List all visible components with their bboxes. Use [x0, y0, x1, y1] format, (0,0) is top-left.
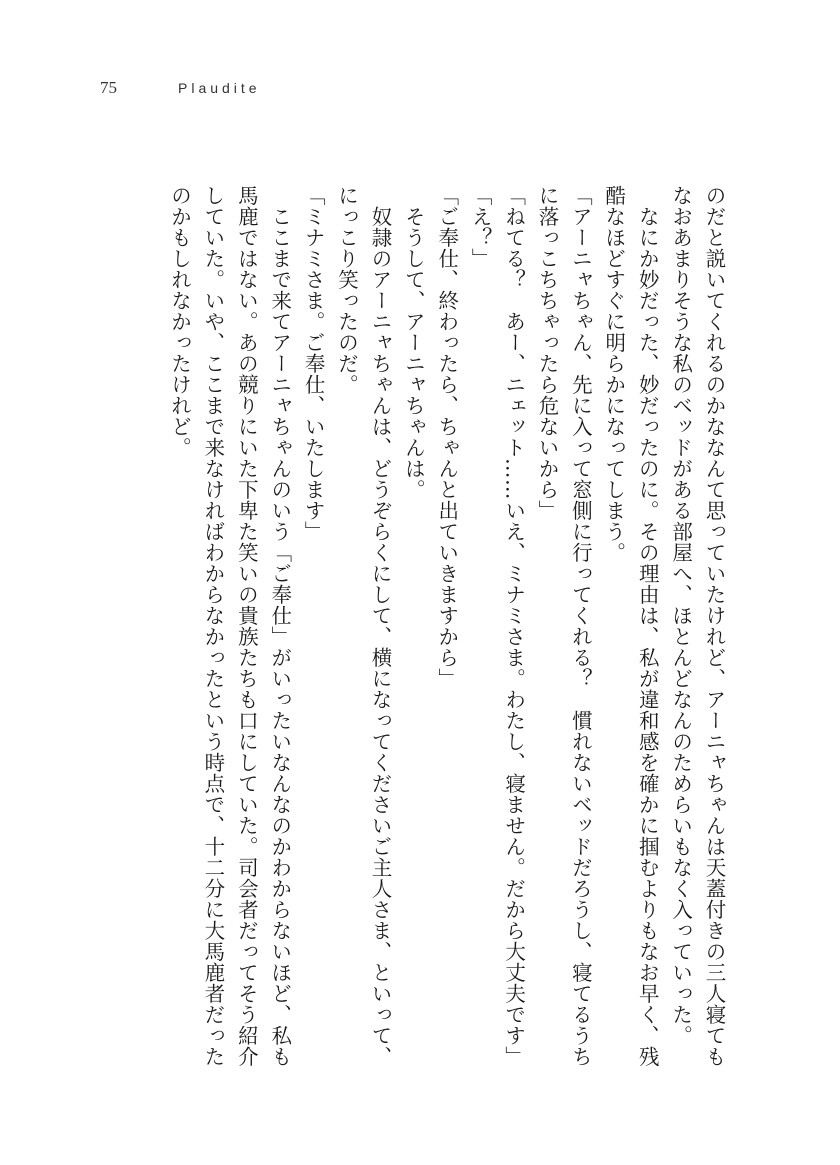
- text-line: のだと説いてくれるのかななんて思っていたけれど、アーニャちゃんは天蓋付きの三人寝ても: [702, 185, 726, 1067]
- page-header: [100, 78, 261, 102]
- text-line: に落っこちちゃったら危ないから」: [534, 185, 559, 521]
- text-line: にっこり笑ったのだ。: [334, 185, 359, 395]
- text-line: 「え？」: [468, 185, 493, 269]
- page-number: 75: [100, 78, 117, 97]
- text-line: 「アーニャちゃん、先に入って窓側に行ってくれる？ 慣れないベッドだろうし、寝てるうち: [568, 185, 593, 1067]
- book-title: Plaudite: [178, 80, 261, 96]
- text-line: 酷なほどすぐに明らかになってしまう。: [601, 185, 626, 563]
- text-line: なにか妙だった、妙だったのに。その理由は、私が違和感を確かに掴むよりもなお早く、残: [635, 185, 660, 1067]
- text-line: ここまで来てアーニャちゃんのいう「ご奉仕」がいったいなんなのかわからないほど、私も: [267, 185, 292, 1067]
- text-line: そうして、アーニャちゃんは。: [401, 185, 426, 500]
- text-line: 奴隷のアーニャちゃんは、どうぞらくにして、横になってくださいご主人さま、といって、: [367, 185, 392, 1067]
- vertical-body-text: [90, 185, 730, 1070]
- text-line: していた。いや、ここまで来なければわからなかったという時点で、十二分に大馬鹿者だった: [200, 185, 225, 1067]
- text-line: 「ご奉仕、終わったら、ちゃんと出ていきますから」: [434, 185, 459, 689]
- text-line: 馬鹿ではない。あの競りにいた下卑た笑いの貴族たちも口にしていた。司会者だってそう紹介: [234, 185, 259, 1067]
- text-line: 「ねてる？ あー、ニェット……いえ、ミナミさま。わたし、寝ません。だから大丈夫です」: [501, 185, 526, 1067]
- text-line: のかもしれなかったけれど。: [167, 185, 192, 458]
- text-line: 「ミナミさま。ご奉仕、いたします」: [301, 185, 326, 542]
- text-line: なおあまりそうな私のベッドがある部屋へ、ほとんどなんのためらいもなく入っていった。: [668, 185, 693, 1046]
